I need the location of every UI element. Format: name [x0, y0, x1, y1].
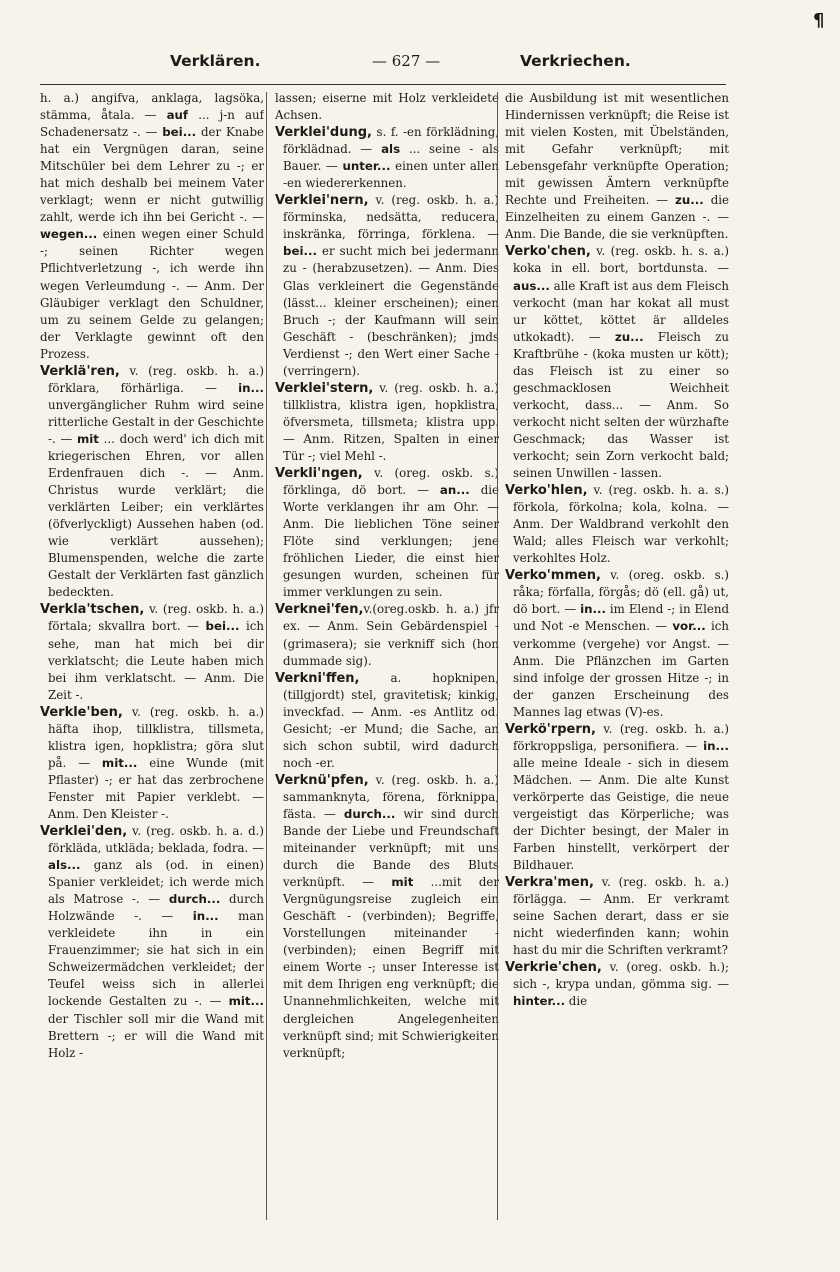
preposition-keyword: vor...: [672, 619, 706, 634]
entry-text: v. (reg. oskb. h. a.) förtala; skvallra bort. —: [48, 602, 264, 634]
preposition-keyword: zu...: [675, 193, 704, 208]
entry-text: v. (oreg. oskb. s.) förklinga, dö bort. —: [283, 466, 499, 498]
column-divider-2: [497, 92, 498, 1220]
preposition-keyword: mit...: [228, 994, 264, 1009]
entry-text: ich sehe, man hat mich bei dir verklatscht; die Leute haben mich bei ihm verklatscht. — Anm. Die Zeit -.: [48, 619, 264, 702]
entry-text: ...mit der Vergnügungsreise zugleich ein Geschäft - (verbinden); Begriffe, Vorstellungen miteinander - (verbinden); einen Begriff mit einem Worte -; unser Interesse ist mit dem Ihrigen eng verknüpft; die Unannehmlichkeiten, welche mit dergleichen Angelegenheiten verknüpft sind; mit Schwierigkeiten verknüpft;: [283, 875, 499, 1060]
preposition-keyword: bei...: [205, 619, 240, 634]
headword: Verkle'ben,: [40, 704, 123, 720]
preposition-keyword: mit: [76, 431, 99, 446]
preposition-keyword: bei...: [283, 244, 317, 259]
entry-text: man verkleidete ihn in ein Frauenzimmer; sie hat sich in ein Schweizermädchen verkleidet; der Teufel weiss sich in allerlei lockende Gestalten zu -. —: [48, 909, 264, 1009]
preposition-keyword: durch...: [343, 806, 396, 821]
entry-text: ... doch werd' ich dich mit kriegerischen Ehren, vor allen Erdenfrauen dich -. — Anm. Christus wurde verklärt; die verklärten Leiber; ein verklärtes (öfverlyckligt) Aussehen haben (od. wie verklärt aussehen); Blumenspenden, welche die zarte Gestalt der Verklärten fast gänzlich bedeckten.: [48, 431, 264, 600]
entry-continuation: [40, 90, 264, 363]
entry-text: v. (reg. oskb. h. a. d.) förkläda, utkläda; beklada, fodra. —: [48, 824, 264, 856]
entry-text: der Knabe hat ein Vergnügen daran, seine Mitschüler bei dem Lehrer zu -; er hat mich deshalb bei meinem Vater verklagt; wenn er nicht gutwillig zahlt, werde ich ihn bei Gericht -. —: [40, 125, 264, 225]
entry-text: ganz als (od. in einen) Spanier verkleidet; ich werde mich als Matrose -. —: [48, 858, 264, 907]
entry-text: der Tischler soll mir die Wand mit Brettern -; er will die Wand mit Holz -: [48, 1011, 264, 1060]
headword: Verklei'stern,: [275, 380, 374, 396]
preposition-keyword: hinter...: [513, 994, 566, 1009]
entry-text: v. (reg. oskb. h. a.) förklara, förhärliga. —: [48, 363, 264, 395]
dictionary-entry: [275, 124, 499, 192]
header-left-word: Verklären.: [170, 52, 261, 70]
preposition-keyword: als...: [48, 858, 81, 873]
entry-text: ich verkomme (vergehe) vor Angst. — Anm. Die Pflänzchen im Garten sind infolge der grossen Hitze -; in der ganzen Erscheinung des Mannes lag etwas (V)-es.: [513, 619, 729, 719]
entry-text: v. (reg. oskb. h. a.) tillklistra, klistra igen, hopklistra, öfversmeta, tillsmeta; klistra upp. — Anm. Ritzen, Spalten in einer Tür -; viel Mehl -.: [283, 380, 499, 463]
entry-text: ... seine - als Bauer. —: [283, 142, 499, 174]
dictionary-entry: [275, 192, 499, 380]
entry-text: die: [565, 994, 588, 1009]
entry-text: wir sind durch Bande der Liebe und Freundschaft miteinander verknüpft; mit uns durch die Bande des Bluts verknüpft. —: [283, 806, 499, 890]
headword: Verko'mmen,: [505, 568, 601, 584]
preposition-keyword: mit: [391, 875, 414, 890]
entry-text: alle Kraft ist aus dem Fleisch verkocht (man har kokat all must ur köttet, köttet är alldeles utkokadt). —: [513, 278, 729, 344]
headword: Verklei'nern,: [275, 193, 369, 209]
preposition-keyword: durch...: [168, 892, 221, 907]
dictionary-entry: [275, 465, 499, 601]
headword: Verkrie'chen,: [505, 960, 602, 976]
entry-text: v. (reg. oskb. h. s. a.) koka in ell. bort, bortdunsta. —: [513, 244, 729, 276]
headword: Verklä'ren,: [40, 363, 120, 379]
page-number: — 627 —: [372, 52, 441, 70]
dictionary-entry: [505, 874, 729, 959]
entry-text: ... j-n auf Schadenersatz -. —: [40, 108, 264, 140]
entry-text: durch Holzwände -. —: [48, 892, 264, 924]
dictionary-entry: [505, 721, 729, 874]
headword: Verkli'ngen,: [275, 466, 363, 482]
dictionary-entry: [505, 243, 729, 482]
entry-text: h. a.) angifva, anklaga, lagsöka, stämma, åtala. —: [40, 91, 264, 123]
headword: Verklei'dung,: [275, 125, 372, 141]
entry-text: Fleisch zu Kraftbrühe - (koka musten ur kött); das Fleisch ist zu einer so geschmacklosen Weichheit verkocht, dass... — Anm. So verkocht nicht selten der würzhafte Geschmack; das Wasser ist verkocht; sein Zorn verkocht bald; seinen Unwillen - lassen.: [513, 329, 729, 481]
preposition-keyword: in...: [238, 380, 264, 395]
entry-text: v. (oreg. oskb. s.) råka; förfalla, förgås; dö (ell. gå) ut, dö bort. —: [513, 568, 729, 617]
entry-continuation: [275, 90, 499, 124]
preposition-keyword: aus...: [513, 278, 550, 293]
entry-continuation: [505, 90, 729, 243]
headword: Verknü'pfen,: [275, 772, 369, 788]
entry-text: s. f. -en förklädning, förklädnad. —: [283, 125, 499, 157]
headword: Verkra'men,: [505, 875, 594, 891]
headword: Verko'hlen,: [505, 483, 588, 499]
dictionary-entry: [275, 601, 499, 669]
entry-text: v. (reg. oskb. h. a.) sammanknyta, förena, förknippa, fästa. —: [283, 772, 499, 821]
dictionary-entry: [505, 959, 729, 1010]
entry-text: v. (oreg. oskb. h.); sich -, krypa undan, gömma sig. —: [513, 960, 729, 992]
dictionary-entry: [40, 601, 264, 703]
dictionary-entry: [40, 363, 264, 602]
dictionary-entry: [275, 380, 499, 465]
entry-text: v. (reg. oskb. h. a.) häfta ihop, tillklistra, tillsmeta, klistra igen, hopklistra; göra slut på. —: [48, 704, 264, 770]
entry-text: die Worte verklangen ihr am Ohr. —Anm. Die lieblichen Töne seiner Flöte sind verklungen; jene fröhlichen Lieder, die einst hier gesungen wurden, scheinen für immer verklungen zu sein.: [283, 483, 499, 600]
preposition-keyword: als: [381, 142, 401, 157]
entry-text: unvergänglicher Ruhm wird seine ritterliche Gestalt in der Geschichte -. —: [48, 397, 264, 446]
dictionary-entry: [40, 823, 264, 1062]
headword: Verkni'ffen,: [275, 670, 360, 686]
header-right-word: Verkriechen.: [520, 52, 631, 70]
dictionary-entry: [275, 772, 499, 1062]
entry-text: einen unter allen -en wiedererkennen.: [283, 159, 499, 191]
entry-text: v. (reg. oskb. h. a.) förlägga. — Anm. Er verkramt seine Sachen derart, dass er sie nicht wiederfinden kann; wohin hast du mir die Schriften verkramt?: [513, 875, 729, 958]
dictionary-entry: [505, 482, 729, 567]
preposition-keyword: in...: [580, 602, 606, 617]
headword: Verkla'tschen,: [40, 602, 145, 618]
entry-text: die Ausbildung ist mit wesentlichen Hindernissen verknüpft; die Reise ist mit vielen Kosten, mit Übelständen, mit Gefahr verknüpft; mit Lebensgefahr verknüpfte Operation; mit gewissen Ämtern verknüpfte Rechte und Freiheiten. —: [505, 91, 729, 208]
entry-text: v. (reg. oskb. h. a.) förkroppsliga, personifiera. —: [513, 721, 729, 753]
preposition-keyword: an...: [439, 483, 470, 498]
headword: Verklei'den,: [40, 824, 128, 840]
entry-text: alle meine Ideale - sich in diesem Mädchen. — Anm. Die alte Kunst verkörperte das Geistige, die neue vergeistigt das Körperliche; was der Dichter besingt, der Maler in Farben hinstellt, verkörpert der Bildhauer.: [513, 755, 729, 873]
column-2: [275, 90, 499, 1220]
preposition-keyword: mit...: [101, 755, 138, 770]
entry-text: v.(oreg.oskb. h. a.) jfr ex. — Anm. Sein Gebärdenspiel - (grimasera); sie verkniff sich (hon dummade sig).: [283, 602, 499, 668]
entry-text: einen wegen einer Schuld -; seinen Richter wegen Pflichtverletzung -, ich werde ihn wegen Verleumdung -. — Anm. Der Gläubiger verklagt den Schuldner, um zu seinem Gelde zu gelangen; der Verklagte gewinnt oft den Prozess.: [40, 227, 264, 361]
entry-text: eine Wunde (mit Pflaster) -; er hat das zerbrochene Fenster mit Papier verklebt. — Anm. Den Kleister -.: [48, 755, 264, 821]
headword: Verkö'rpern,: [505, 721, 596, 737]
entry-text: er sucht mich bei jedermann zu - (herabzusetzen). — Anm. Dies Glas verkleinert die Gegenstände (lässt... kleiner erscheinen); einen Bruch -; der Kaufmann will sein Geschäft - (beschränken); jmds Verdienst -; den Wert einer Sache - (verringern).: [283, 244, 499, 378]
entry-text: a. hopknipen, (tillgjordt) stel, gravitetisk; kinkig, inveckfad. — Anm. -es Antlitz od. Gesicht; -er Mund; die Sache, an sich schon subtil, wird dadurch noch -er.: [283, 670, 499, 770]
header-rule: [40, 84, 726, 85]
entry-text: lassen; eiserne mit Holz verkleidete Achsen.: [275, 91, 499, 123]
corner-mark: ¶: [813, 10, 825, 31]
headword: Verknei'fen,: [275, 602, 364, 618]
preposition-keyword: auf: [166, 108, 189, 123]
column-1: [40, 90, 264, 1220]
column-3: [505, 90, 729, 1220]
running-header: [40, 10, 825, 78]
entry-text: die Einzelheiten zu einem Ganzen -. — Anm. Die Bande, die sie verknüpften.: [505, 193, 729, 242]
headword: Verko'chen,: [505, 244, 591, 260]
preposition-keyword: in...: [192, 909, 219, 924]
preposition-keyword: wegen...: [40, 227, 98, 242]
entry-text: v. (reg. oskb. h. a.) förminska, nedsätta, reducera, inskränka, förringa, förklena. —: [283, 193, 499, 242]
preposition-keyword: in...: [703, 738, 729, 753]
dictionary-entry: [505, 567, 729, 720]
preposition-keyword: unter...: [342, 159, 391, 174]
entry-text: im Elend -; in Elend und Not -e Menschen. —: [513, 602, 729, 634]
dictionary-entry: [40, 704, 264, 823]
preposition-keyword: zu...: [614, 329, 644, 344]
dictionary-entry: [275, 670, 499, 772]
preposition-keyword: bei...: [162, 125, 197, 140]
entry-text: v. (reg. oskb. h. a. s.) förkola, förkolna; kola, kolna. — Anm. Der Waldbrand verkohlt den Wald; alles Fleisch war verkohlt; verkohltes Holz.: [513, 483, 729, 566]
column-divider-1: [266, 92, 267, 1220]
